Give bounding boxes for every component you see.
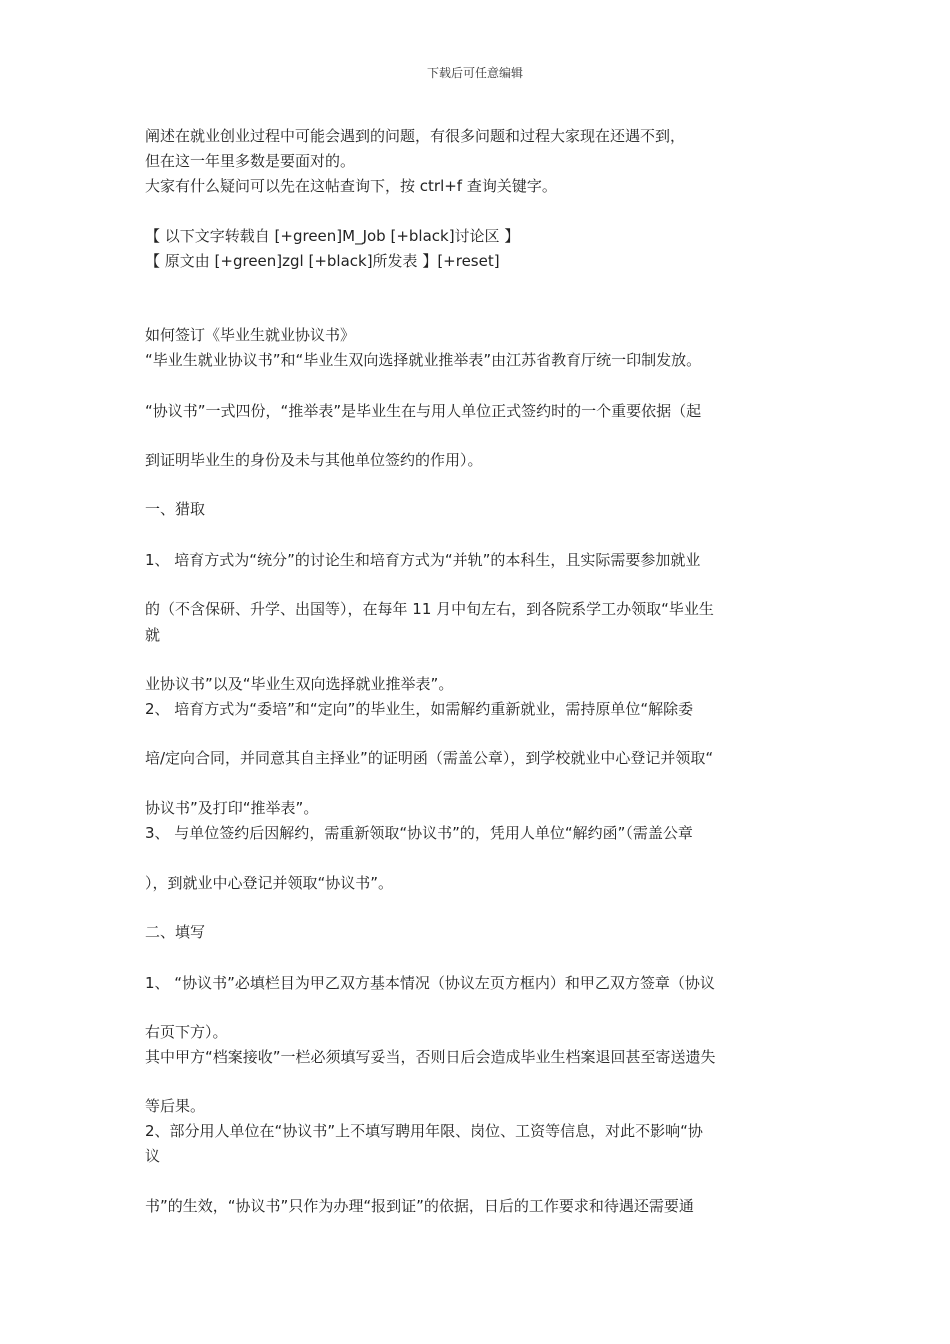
section-title: 如何签订《毕业生就业协议书》	[145, 326, 356, 344]
text-line: 等后果。	[145, 1097, 206, 1115]
text-line: 【 以下文字转载自 [+green]M_Job [+black]讨论区 】	[145, 227, 520, 245]
text-line: 议	[145, 1147, 161, 1165]
text-line: 协议书”及打印“推举表”。	[145, 799, 319, 817]
text-line: “协议书”一式四份，“推举表”是毕业生在与用人单位正式签约时的一个重要依据（起	[145, 402, 702, 420]
text-line: “毕业生就业协议书”和“毕业生双向选择就业推举表”由江苏省教育厅统一印制发放。	[145, 351, 702, 369]
text-line: 【 原文由 [+green]zgl [+black]所发表 】[+reset]	[145, 252, 500, 270]
page-header: 下载后可任意编辑	[426, 66, 523, 80]
text-line: 1、 培育方式为“统分”的讨论生和培育方式为“并轨”的本科生，且实际需要参加就业	[145, 551, 701, 569]
text-line: 3、 与单位签约后因解约，需重新领取“协议书”的，凭用人单位“解约函”（需盖公章	[145, 824, 693, 842]
text-line: 1、 “协议书”必填栏目为甲乙双方基本情况（协议左页方框内）和甲乙双方签章（协议	[145, 974, 715, 992]
text-line: 培/定向合同，并同意其自主择业”的证明函（需盖公章），到学校就业中心登记并领取“	[145, 749, 714, 767]
text-line: 但在这一年里多数是要面对的。	[145, 152, 356, 170]
section-heading: 二、填写	[145, 923, 206, 941]
text-line: 到证明毕业生的身份及未与其他单位签约的作用）。	[145, 451, 483, 469]
text-line: 其中甲方“档案接收”一栏必须填写妥当，否则日后会造成毕业生档案退回甚至寄送遗失	[145, 1048, 716, 1066]
text-line: 业协议书”以及“毕业生双向选择就业推举表”。	[145, 675, 454, 693]
text-line: 2、 培育方式为“委培”和“定向”的毕业生，如需解约重新就业，需持原单位“解除委	[145, 700, 694, 718]
text-line: 的（不含保研、升学、出国等），在每年 11 月中旬左右，到各院系学工办领取“毕业生	[145, 600, 714, 618]
text-line: 大家有什么疑问可以先在这帖查询下，按 ctrl+f 查询关键字。	[145, 177, 557, 195]
text-line: 右页下方）。	[145, 1023, 228, 1041]
text-line: 阐述在就业创业过程中可能会遇到的问题，有很多问题和过程大家现在还遇不到，	[145, 127, 686, 145]
text-line: 书”的生效，“协议书”只作为办理“报到证”的依据，日后的工作要求和待遇还需要通	[145, 1197, 694, 1215]
section-heading: 一、猎取	[145, 500, 206, 518]
text-line: 就	[145, 626, 161, 644]
text-line: ），到就业中心登记并领取“协议书”。	[145, 874, 394, 892]
text-line: 2、部分用人单位在“协议书”上不填写聘用年限、岗位、工资等信息，对此不影响“协	[145, 1122, 703, 1140]
